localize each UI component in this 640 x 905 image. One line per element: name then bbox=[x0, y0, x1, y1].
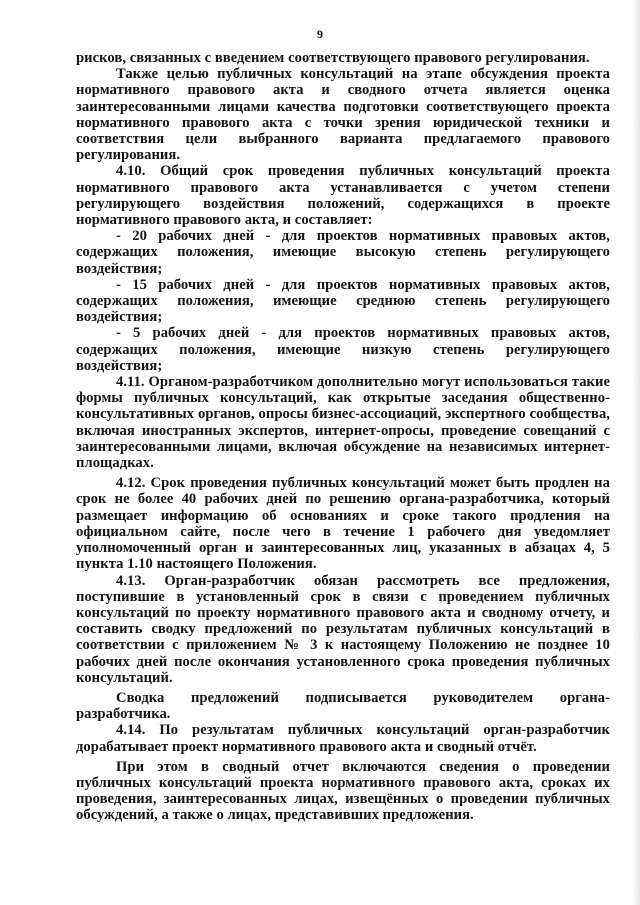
page-edge-shadow bbox=[632, 0, 640, 905]
list-item-20-days: - 20 рабочих дней - для проектов нормативных правовых актов, содержащих положения, имеющие высокую степень регулирующего воздействия; bbox=[76, 228, 610, 277]
paragraph-purpose: Также целью публичных консультаций на этапе обсуждения проекта нормативного правового акта и сводного отчета является оценка заинтересованными лицами качества подготовки соответствующего проекта нормативного правового акта с точки зрения юридической техники и соответствия цели выбранного варианта предлагаемого правового регулирования. bbox=[76, 66, 610, 164]
paragraph-continuation: рисков, связанных с введением соответствующего правового регулирования. bbox=[76, 50, 590, 66]
paragraph-4-12: 4.12. Срок проведения публичных консультаций может быть продлен на срок не более 40 рабочих дней по решению органа-разработчика, который размещает информацию об основаниях и сроке такого продления на официальном сайте, после чего в течение 1 рабочего дня уведомляет уполномоченный орган и заинтересованных лиц, указанных в абзацах 4, 5 пункта 1.10 настоящего Положения. bbox=[76, 475, 610, 573]
page-number: 9 bbox=[317, 27, 323, 41]
paragraph-4-10: 4.10. Общий срок проведения публичных консультаций проекта нормативного правового акта устанавливается с учетом степени регулирующего воздействия положений, содержащихся в проекте нормативного правового акта, и составляет: bbox=[76, 163, 610, 229]
list-item-5-days: - 5 рабочих дней - для проектов нормативных правовых актов, содержащих положения, имеющие низкую степень регулирующего воздействия; bbox=[76, 325, 610, 374]
paragraph-summary-report: При этом в сводный отчет включаются сведения о проведении публичных консультаций проекта нормативного правового акта, сроках их проведения, заинтересованных лицах, извещённых о проведении публичных обсуждений, а также о лицах, представивших предложения. bbox=[76, 758, 610, 824]
paragraph-4-13: 4.13. Орган-разработчик обязан рассмотреть все предложения, поступившие в установленный срок в связи с проведением публичных консультаций по проекту нормативного правового акта и сводному отчету, и составить сводку предложений по результатам публичных консультаций в соответствии с приложением № 3 к настоящему Положению не позднее 10 рабочих дней после окончания установленного срока проведения публичных консультаций. bbox=[76, 572, 610, 686]
paragraph-4-11: 4.11. Органом-разработчиком дополнительно могут использоваться такие формы публичных консультаций, как открытые заседания общественно-консультативных органов, опросы бизнес-ассоциаций, экспертного сообщества, включая иностранных экспертов, интернет-опросы, проведение совещаний с заинтересованными лицами, включая обсуждение на независимых интернет-площадках. bbox=[76, 374, 610, 472]
list-item-15-days: - 15 рабочих дней - для проектов нормативных правовых актов, содержащих положения, имеющие среднюю степень регулирующего воздействия; bbox=[76, 276, 610, 326]
paragraph-4-14: 4.14. По результатам публичных консультаций орган-разработчик дорабатывает проект нормативного правового акта и сводный отчёт. bbox=[76, 722, 610, 755]
paragraph-summary-signed: Сводка предложений подписывается руководителем органа-разработчика. bbox=[76, 689, 610, 723]
document-body bbox=[76, 50, 610, 824]
